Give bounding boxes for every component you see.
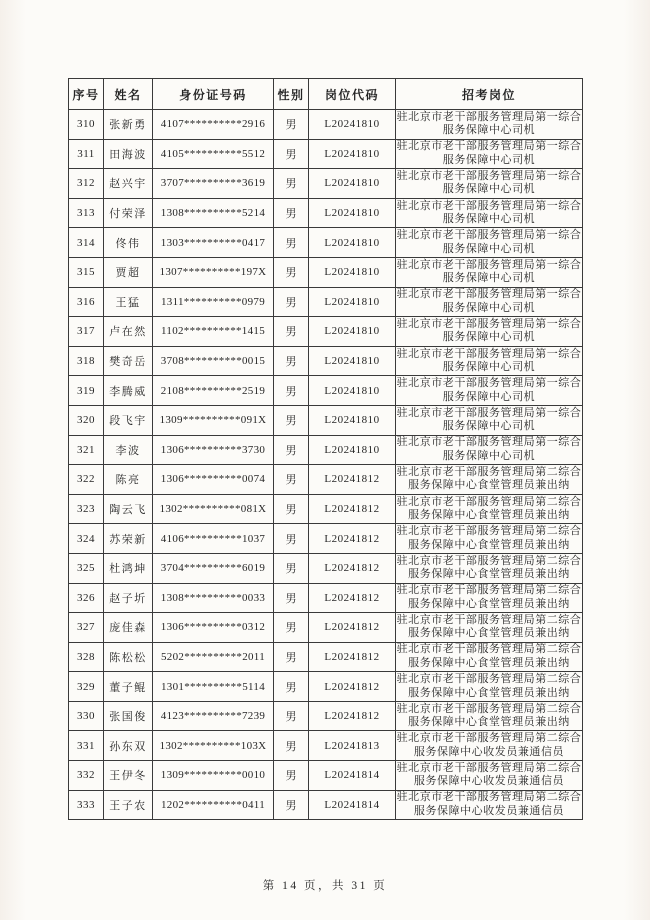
table-row <box>69 139 583 169</box>
column-header-job-code: 岗位代码 <box>309 79 396 110</box>
column-header-gender: 性别 <box>274 79 309 110</box>
cell-gender: 男 <box>274 494 309 524</box>
cell-job-title: 驻北京市老干部服务管理局第二综合服务保障中心食堂管理员兼出纳 <box>396 642 583 672</box>
cell-job-code: L20241810 <box>309 257 396 287</box>
cell-job-code: L20241813 <box>309 731 396 761</box>
cell-job-code: L20241812 <box>309 701 396 731</box>
cell-no: 326 <box>69 583 104 613</box>
cell-gender: 男 <box>274 613 309 643</box>
cell-name: 王伊冬 <box>104 761 153 791</box>
cell-gender: 男 <box>274 465 309 495</box>
cell-gender: 男 <box>274 672 309 702</box>
table-row <box>69 287 583 317</box>
cell-job-code: L20241814 <box>309 790 396 820</box>
cell-gender: 男 <box>274 139 309 169</box>
cell-name: 陈松松 <box>104 642 153 672</box>
cell-job-title: 驻北京市老干部服务管理局第二综合服务保障中心食堂管理员兼出纳 <box>396 672 583 702</box>
table-header-row <box>69 79 583 110</box>
cell-id-number: 1302**********081X <box>153 494 274 524</box>
cell-job-code: L20241812 <box>309 524 396 554</box>
cell-no: 323 <box>69 494 104 524</box>
cell-gender: 男 <box>274 642 309 672</box>
cell-job-code: L20241810 <box>309 169 396 199</box>
cell-id-number: 4107**********2916 <box>153 110 274 140</box>
cell-gender: 男 <box>274 376 309 406</box>
cell-job-title: 驻北京市老干部服务管理局第一综合服务保障中心司机 <box>396 198 583 228</box>
cell-name: 赵兴宇 <box>104 169 153 199</box>
cell-gender: 男 <box>274 435 309 465</box>
cell-name: 苏荣新 <box>104 524 153 554</box>
table-row <box>69 169 583 199</box>
cell-name: 卢在然 <box>104 317 153 347</box>
cell-job-code: L20241810 <box>309 287 396 317</box>
cell-id-number: 1309**********091X <box>153 405 274 435</box>
cell-job-title: 驻北京市老干部服务管理局第一综合服务保障中心司机 <box>396 435 583 465</box>
table-row <box>69 405 583 435</box>
table-row <box>69 198 583 228</box>
cell-no: 324 <box>69 524 104 554</box>
table-row <box>69 435 583 465</box>
cell-gender: 男 <box>274 553 309 583</box>
cell-no: 310 <box>69 110 104 140</box>
table-row <box>69 257 583 287</box>
cell-gender: 男 <box>274 790 309 820</box>
cell-gender: 男 <box>274 257 309 287</box>
cell-job-title: 驻北京市老干部服务管理局第二综合服务保障中心收发员兼通信员 <box>396 790 583 820</box>
cell-gender: 男 <box>274 198 309 228</box>
cell-no: 327 <box>69 613 104 643</box>
cell-job-title: 驻北京市老干部服务管理局第一综合服务保障中心司机 <box>396 317 583 347</box>
page-number-indicator: 第 14 页，共 31 页 <box>262 880 388 892</box>
cell-id-number: 1302**********103X <box>153 731 274 761</box>
cell-job-code: L20241812 <box>309 494 396 524</box>
cell-id-number: 1303**********0417 <box>153 228 274 258</box>
cell-no: 316 <box>69 287 104 317</box>
cell-name: 董子鲲 <box>104 672 153 702</box>
cell-id-number: 1301**********5114 <box>153 672 274 702</box>
cell-id-number: 2108**********2519 <box>153 376 274 406</box>
cell-id-number: 1306**********3730 <box>153 435 274 465</box>
cell-id-number: 5202**********2011 <box>153 642 274 672</box>
cell-name: 段飞宇 <box>104 405 153 435</box>
table-row <box>69 613 583 643</box>
cell-job-title: 驻北京市老干部服务管理局第一综合服务保障中心司机 <box>396 169 583 199</box>
cell-gender: 男 <box>274 731 309 761</box>
cell-gender: 男 <box>274 317 309 347</box>
cell-no: 328 <box>69 642 104 672</box>
column-header-id-number: 身份证号码 <box>153 79 274 110</box>
column-header-name: 姓名 <box>104 79 153 110</box>
cell-id-number: 3708**********0015 <box>153 346 274 376</box>
cell-job-title: 驻北京市老干部服务管理局第一综合服务保障中心司机 <box>396 405 583 435</box>
cell-name: 王子农 <box>104 790 153 820</box>
cell-name: 杜鸿坤 <box>104 553 153 583</box>
cell-job-code: L20241810 <box>309 405 396 435</box>
cell-job-code: L20241812 <box>309 672 396 702</box>
cell-job-title: 驻北京市老干部服务管理局第二综合服务保障中心食堂管理员兼出纳 <box>396 465 583 495</box>
cell-name: 贾超 <box>104 257 153 287</box>
cell-id-number: 4105**********5512 <box>153 139 274 169</box>
cell-job-code: L20241812 <box>309 583 396 613</box>
cell-name: 王猛 <box>104 287 153 317</box>
cell-name: 庞佳森 <box>104 613 153 643</box>
cell-no: 332 <box>69 761 104 791</box>
cell-name: 佟伟 <box>104 228 153 258</box>
cell-no: 333 <box>69 790 104 820</box>
cell-id-number: 1306**********0312 <box>153 613 274 643</box>
cell-job-title: 驻北京市老干部服务管理局第一综合服务保障中心司机 <box>396 287 583 317</box>
cell-gender: 男 <box>274 169 309 199</box>
cell-no: 321 <box>69 435 104 465</box>
cell-id-number: 1202**********0411 <box>153 790 274 820</box>
cell-name: 樊奇岳 <box>104 346 153 376</box>
cell-no: 315 <box>69 257 104 287</box>
cell-job-code: L20241810 <box>309 228 396 258</box>
cell-name: 李腾威 <box>104 376 153 406</box>
cell-gender: 男 <box>274 110 309 140</box>
recruitment-roster-table <box>68 78 583 820</box>
cell-job-title: 驻北京市老干部服务管理局第二综合服务保障中心食堂管理员兼出纳 <box>396 553 583 583</box>
cell-gender: 男 <box>274 287 309 317</box>
cell-job-title: 驻北京市老干部服务管理局第二综合服务保障中心食堂管理员兼出纳 <box>396 494 583 524</box>
cell-gender: 男 <box>274 701 309 731</box>
cell-job-title: 驻北京市老干部服务管理局第二综合服务保障中心食堂管理员兼出纳 <box>396 701 583 731</box>
cell-id-number: 1308**********0033 <box>153 583 274 613</box>
table-row <box>69 110 583 140</box>
cell-job-title: 驻北京市老干部服务管理局第二综合服务保障中心食堂管理员兼出纳 <box>396 524 583 554</box>
cell-gender: 男 <box>274 228 309 258</box>
cell-job-code: L20241810 <box>309 376 396 406</box>
cell-name: 赵子圻 <box>104 583 153 613</box>
table-row <box>69 642 583 672</box>
cell-job-title: 驻北京市老干部服务管理局第二综合服务保障中心食堂管理员兼出纳 <box>396 613 583 643</box>
cell-no: 329 <box>69 672 104 702</box>
cell-job-title: 驻北京市老干部服务管理局第一综合服务保障中心司机 <box>396 257 583 287</box>
cell-job-title: 驻北京市老干部服务管理局第一综合服务保障中心司机 <box>396 376 583 406</box>
cell-job-code: L20241810 <box>309 435 396 465</box>
cell-job-code: L20241812 <box>309 465 396 495</box>
cell-job-title: 驻北京市老干部服务管理局第二综合服务保障中心收发员兼通信员 <box>396 731 583 761</box>
cell-no: 314 <box>69 228 104 258</box>
cell-id-number: 4123**********7239 <box>153 701 274 731</box>
cell-id-number: 1102**********1415 <box>153 317 274 347</box>
table-row <box>69 583 583 613</box>
table-row <box>69 465 583 495</box>
cell-job-code: L20241810 <box>309 139 396 169</box>
cell-job-title: 驻北京市老干部服务管理局第一综合服务保障中心司机 <box>396 110 583 140</box>
cell-gender: 男 <box>274 583 309 613</box>
table-row <box>69 553 583 583</box>
table-row <box>69 494 583 524</box>
cell-job-code: L20241810 <box>309 198 396 228</box>
table-row <box>69 376 583 406</box>
cell-gender: 男 <box>274 524 309 554</box>
cell-id-number: 4106**********1037 <box>153 524 274 554</box>
cell-job-code: L20241812 <box>309 553 396 583</box>
cell-name: 付荣泽 <box>104 198 153 228</box>
table-row <box>69 524 583 554</box>
cell-id-number: 1307**********197X <box>153 257 274 287</box>
cell-job-code: L20241810 <box>309 317 396 347</box>
table-row <box>69 731 583 761</box>
cell-job-code: L20241812 <box>309 642 396 672</box>
cell-job-title: 驻北京市老干部服务管理局第二综合服务保障中心食堂管理员兼出纳 <box>396 583 583 613</box>
cell-gender: 男 <box>274 761 309 791</box>
cell-no: 312 <box>69 169 104 199</box>
cell-job-title: 驻北京市老干部服务管理局第一综合服务保障中心司机 <box>396 139 583 169</box>
table-row <box>69 672 583 702</box>
cell-name: 张新勇 <box>104 110 153 140</box>
cell-no: 331 <box>69 731 104 761</box>
cell-job-title: 驻北京市老干部服务管理局第一综合服务保障中心司机 <box>396 228 583 258</box>
table-row <box>69 701 583 731</box>
cell-no: 317 <box>69 317 104 347</box>
cell-job-code: L20241814 <box>309 761 396 791</box>
cell-no: 322 <box>69 465 104 495</box>
cell-no: 330 <box>69 701 104 731</box>
table-row <box>69 761 583 791</box>
cell-name: 陶云飞 <box>104 494 153 524</box>
cell-name: 田海波 <box>104 139 153 169</box>
cell-name: 张国俊 <box>104 701 153 731</box>
cell-no: 325 <box>69 553 104 583</box>
table-row <box>69 790 583 820</box>
cell-gender: 男 <box>274 405 309 435</box>
cell-name: 孙东双 <box>104 731 153 761</box>
cell-job-title: 驻北京市老干部服务管理局第一综合服务保障中心司机 <box>396 346 583 376</box>
cell-job-title: 驻北京市老干部服务管理局第二综合服务保障中心收发员兼通信员 <box>396 761 583 791</box>
cell-id-number: 3707**********3619 <box>153 169 274 199</box>
cell-id-number: 1311**********0979 <box>153 287 274 317</box>
column-header-job-title: 招考岗位 <box>396 79 583 110</box>
table-row <box>69 317 583 347</box>
cell-job-code: L20241810 <box>309 346 396 376</box>
cell-id-number: 3704**********6019 <box>153 553 274 583</box>
column-header-serial-no: 序号 <box>69 79 104 110</box>
table-row <box>69 228 583 258</box>
cell-id-number: 1306**********0074 <box>153 465 274 495</box>
cell-no: 320 <box>69 405 104 435</box>
cell-no: 313 <box>69 198 104 228</box>
cell-no: 318 <box>69 346 104 376</box>
cell-name: 陈亮 <box>104 465 153 495</box>
cell-job-code: L20241812 <box>309 613 396 643</box>
cell-gender: 男 <box>274 346 309 376</box>
cell-name: 李波 <box>104 435 153 465</box>
cell-id-number: 1309**********0010 <box>153 761 274 791</box>
table-row <box>69 346 583 376</box>
cell-id-number: 1308**********5214 <box>153 198 274 228</box>
cell-no: 319 <box>69 376 104 406</box>
cell-job-code: L20241810 <box>309 110 396 140</box>
cell-no: 311 <box>69 139 104 169</box>
